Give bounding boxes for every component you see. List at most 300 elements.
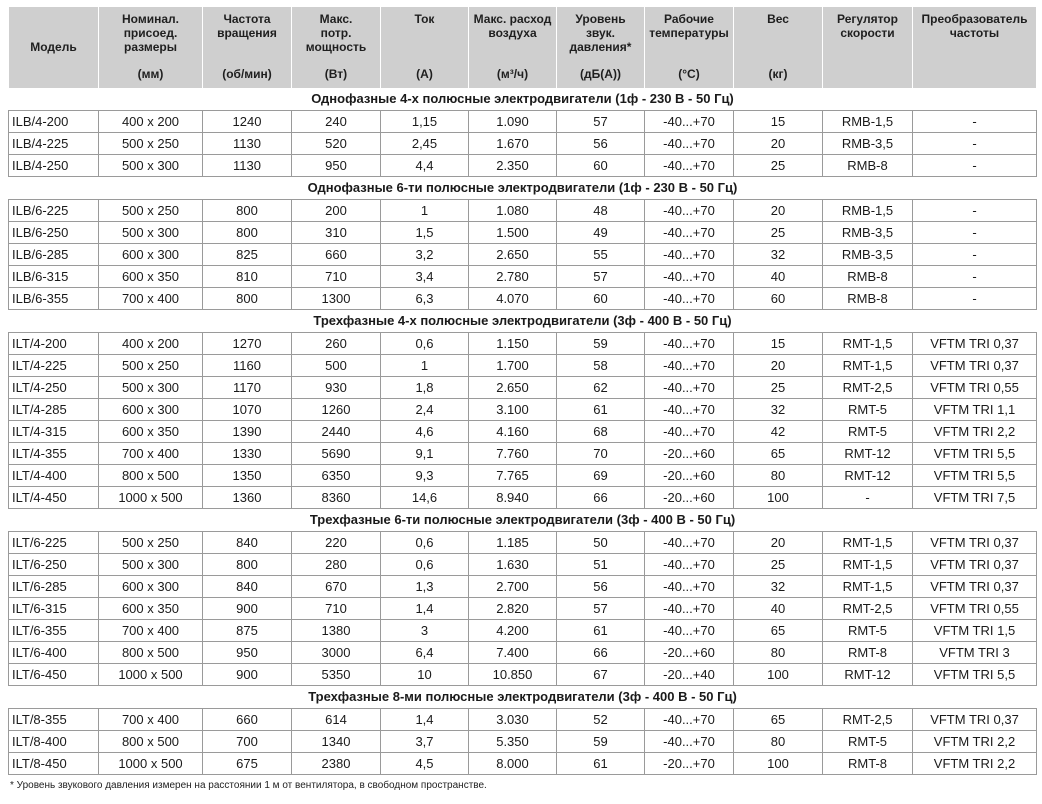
table-cell: 67 (557, 664, 645, 686)
table-cell: 1300 (292, 288, 381, 310)
table-cell: 62 (557, 377, 645, 399)
table-cell: RMB-8 (823, 155, 913, 177)
table-cell: 1240 (203, 111, 292, 133)
table-cell: VFTM TRI 0,37 (913, 532, 1037, 554)
column-header-unit: (кг) (768, 67, 788, 81)
group-title: Однофазные 4-х полюсные электродвигатели (1ф - 230 В - 50 Гц) (9, 88, 1037, 111)
table-cell: 1340 (292, 731, 381, 753)
table-cell: VFTM TRI 1,1 (913, 399, 1037, 421)
table-cell: VFTM TRI 0,37 (913, 576, 1037, 598)
table-cell: 675 (203, 753, 292, 775)
table-cell: 57 (557, 266, 645, 288)
table-cell: 56 (557, 576, 645, 598)
table-cell: -20...+60 (645, 443, 734, 465)
table-row (9, 333, 1037, 355)
table-cell: RMT-5 (823, 421, 913, 443)
column-header-name: Номинал. присоед. размеры (122, 12, 179, 54)
table-row (9, 532, 1037, 554)
table-cell: - (913, 244, 1037, 266)
table-cell: 1000 x 500 (99, 753, 203, 775)
column-header-unit: (Вт) (324, 67, 348, 81)
table-cell: 32 (734, 399, 823, 421)
table-cell: -40...+70 (645, 111, 734, 133)
table-cell: -40...+70 (645, 333, 734, 355)
table-cell: 400 x 200 (99, 111, 203, 133)
table-cell: 70 (557, 443, 645, 465)
table-cell: RMT-8 (823, 642, 913, 664)
table-header-row (9, 7, 1037, 88)
group-title: Трехфазные 6-ти полюсные электродвигатели (3ф - 400 В - 50 Гц) (9, 509, 1037, 532)
table-cell: VFTM TRI 0,37 (913, 333, 1037, 355)
column-header-content (203, 8, 291, 87)
table-cell: 52 (557, 709, 645, 731)
table-cell: 800 x 500 (99, 465, 203, 487)
table-cell: 4.200 (469, 620, 557, 642)
table-cell: RMB-1,5 (823, 111, 913, 133)
table-cell: 800 (203, 554, 292, 576)
table-cell: -40...+70 (645, 620, 734, 642)
table-row (9, 576, 1037, 598)
table-cell: 950 (203, 642, 292, 664)
table-cell: -40...+70 (645, 532, 734, 554)
table-cell: -40...+70 (645, 222, 734, 244)
model-cell: ILT/8-355 (9, 709, 99, 731)
table-cell: -20...+40 (645, 664, 734, 686)
table-cell: VFTM TRI 0,37 (913, 554, 1037, 576)
table-cell: 20 (734, 133, 823, 155)
table-cell: 4.070 (469, 288, 557, 310)
table-cell: 8360 (292, 487, 381, 509)
table-cell: RMT-1,5 (823, 532, 913, 554)
table-row (9, 664, 1037, 686)
table-cell: VFTM TRI 0,55 (913, 377, 1037, 399)
table-cell: 810 (203, 266, 292, 288)
table-cell: 1.090 (469, 111, 557, 133)
table-cell: 25 (734, 222, 823, 244)
table-cell: RMT-5 (823, 731, 913, 753)
table-cell: 1 (381, 355, 469, 377)
table-cell: 60 (734, 288, 823, 310)
table-row (9, 111, 1037, 133)
table-cell: 1160 (203, 355, 292, 377)
table-cell: 670 (292, 576, 381, 598)
column-header-content (292, 8, 380, 87)
table-cell: 32 (734, 244, 823, 266)
table-cell: RMT-5 (823, 620, 913, 642)
model-cell: ILB/4-250 (9, 155, 99, 177)
table-cell: 40 (734, 598, 823, 620)
table-cell: -40...+70 (645, 554, 734, 576)
table-cell: 5690 (292, 443, 381, 465)
table-row (9, 377, 1037, 399)
table-cell: VFTM TRI 2,2 (913, 753, 1037, 775)
column-header-name: Рабочие температуры (649, 12, 729, 40)
table-row (9, 266, 1037, 288)
table-cell: 614 (292, 709, 381, 731)
table-cell: 40 (734, 266, 823, 288)
table-cell: 5.350 (469, 731, 557, 753)
table-cell: 2.820 (469, 598, 557, 620)
table-cell: 1130 (203, 133, 292, 155)
table-row (9, 155, 1037, 177)
table-cell: RMT-12 (823, 443, 913, 465)
column-header-name: Преобразователь частоты (921, 12, 1028, 40)
table-cell: 500 x 250 (99, 133, 203, 155)
table-cell: 1.700 (469, 355, 557, 377)
table-cell: 600 x 300 (99, 244, 203, 266)
table-cell: 1,5 (381, 222, 469, 244)
column-header-content (913, 8, 1036, 87)
table-cell: 200 (292, 200, 381, 222)
table-cell: 4,4 (381, 155, 469, 177)
table-cell: 66 (557, 487, 645, 509)
table-cell: 500 x 300 (99, 155, 203, 177)
table-cell: 1170 (203, 377, 292, 399)
table-cell: -40...+70 (645, 576, 734, 598)
table-cell: 1000 x 500 (99, 487, 203, 509)
table-cell: - (913, 133, 1037, 155)
column-header (557, 7, 645, 88)
table-cell: 500 x 300 (99, 554, 203, 576)
table-cell: 1.185 (469, 532, 557, 554)
table-cell: 3.100 (469, 399, 557, 421)
column-header-content (381, 8, 468, 87)
column-header-content (99, 8, 202, 87)
table-cell: 400 x 200 (99, 333, 203, 355)
table-cell: 4,6 (381, 421, 469, 443)
table-cell: -40...+70 (645, 598, 734, 620)
table-cell: VFTM TRI 3 (913, 642, 1037, 664)
table-cell: 1,4 (381, 709, 469, 731)
table-cell: 1 (381, 200, 469, 222)
table-cell: RMT-1,5 (823, 554, 913, 576)
table-cell: 5350 (292, 664, 381, 686)
table-cell: 57 (557, 111, 645, 133)
column-header-content (823, 8, 912, 87)
table-cell: RMT-12 (823, 664, 913, 686)
column-header (9, 7, 99, 88)
model-cell: ILT/4-450 (9, 487, 99, 509)
table-cell: VFTM TRI 5,5 (913, 465, 1037, 487)
table-cell: RMT-2,5 (823, 709, 913, 731)
column-header-content (645, 8, 733, 87)
table-cell: 68 (557, 421, 645, 443)
table-cell: 60 (557, 288, 645, 310)
model-cell: ILT/6-225 (9, 532, 99, 554)
column-header (292, 7, 381, 88)
table-cell: 900 (203, 598, 292, 620)
table-cell: 2.650 (469, 244, 557, 266)
column-header-name: Макс. расход воздуха (473, 12, 552, 40)
table-cell: 500 x 250 (99, 532, 203, 554)
table-cell: 1.500 (469, 222, 557, 244)
model-cell: ILB/6-355 (9, 288, 99, 310)
table-cell: VFTM TRI 2,2 (913, 731, 1037, 753)
table-cell: 1130 (203, 155, 292, 177)
table-cell: 875 (203, 620, 292, 642)
table-cell: 900 (203, 664, 292, 686)
table-cell: 3 (381, 620, 469, 642)
table-cell: 25 (734, 155, 823, 177)
model-cell: ILT/4-200 (9, 333, 99, 355)
model-cell: ILT/8-450 (9, 753, 99, 775)
model-cell: ILT/8-400 (9, 731, 99, 753)
table-cell: 700 x 400 (99, 709, 203, 731)
column-header (823, 7, 913, 88)
column-header (469, 7, 557, 88)
table-cell: 80 (734, 731, 823, 753)
table-cell: -20...+60 (645, 487, 734, 509)
table-cell: RMB-3,5 (823, 133, 913, 155)
table-cell: 1000 x 500 (99, 664, 203, 686)
table-cell: 260 (292, 333, 381, 355)
table-cell: 100 (734, 753, 823, 775)
table-cell: 310 (292, 222, 381, 244)
table-cell: 700 (203, 731, 292, 753)
model-cell: ILT/6-315 (9, 598, 99, 620)
table-cell: 700 x 400 (99, 620, 203, 642)
table-row (9, 598, 1037, 620)
table-cell: 20 (734, 200, 823, 222)
column-header (645, 7, 734, 88)
table-cell: 710 (292, 598, 381, 620)
model-cell: ILT/4-225 (9, 355, 99, 377)
table-cell: 20 (734, 355, 823, 377)
table-cell: VFTM TRI 0,37 (913, 355, 1037, 377)
table-cell: 800 (203, 288, 292, 310)
model-cell: ILT/6-400 (9, 642, 99, 664)
table-cell: - (913, 200, 1037, 222)
table-cell: 65 (734, 709, 823, 731)
footnote: * Уровень звукового давления измерен на расстоянии 1 м от вентилятора, в свободном пространстве. (10, 780, 487, 791)
table-cell: -40...+70 (645, 266, 734, 288)
table-cell: 80 (734, 465, 823, 487)
table-cell: 61 (557, 620, 645, 642)
table-cell: 2440 (292, 421, 381, 443)
model-cell: ILT/4-250 (9, 377, 99, 399)
table-cell: 600 x 350 (99, 266, 203, 288)
table-cell: 3,4 (381, 266, 469, 288)
table-cell: 42 (734, 421, 823, 443)
group-title: Трехфазные 8-ми полюсные электродвигатели (3ф - 400 В - 50 Гц) (9, 686, 1037, 709)
table-cell: RMT-12 (823, 465, 913, 487)
table-cell: 20 (734, 532, 823, 554)
table-cell: 500 x 250 (99, 200, 203, 222)
table-cell: - (823, 487, 913, 509)
table-cell: 7.765 (469, 465, 557, 487)
table-cell: 55 (557, 244, 645, 266)
table-cell: 800 x 500 (99, 731, 203, 753)
table-row (9, 244, 1037, 266)
table-row (9, 288, 1037, 310)
table-cell: 66 (557, 642, 645, 664)
column-header-unit: (об/мин) (222, 67, 272, 81)
group-header-row (9, 686, 1037, 709)
table-cell: RMT-1,5 (823, 333, 913, 355)
table-row (9, 133, 1037, 155)
table-cell: 51 (557, 554, 645, 576)
table-cell: 10 (381, 664, 469, 686)
table-cell: 56 (557, 133, 645, 155)
table-cell: 100 (734, 487, 823, 509)
table-cell: 600 x 350 (99, 421, 203, 443)
model-cell: ILB/6-250 (9, 222, 99, 244)
table-cell: -40...+70 (645, 377, 734, 399)
table-cell: 800 (203, 200, 292, 222)
table-cell: 59 (557, 731, 645, 753)
table-cell: VFTM TRI 5,5 (913, 664, 1037, 686)
column-header-content (469, 8, 556, 87)
table-cell: 500 x 250 (99, 355, 203, 377)
table-cell: -40...+70 (645, 399, 734, 421)
table-cell: 6,3 (381, 288, 469, 310)
table-cell: RMT-2,5 (823, 377, 913, 399)
table-cell: 2380 (292, 753, 381, 775)
table-cell: 1.150 (469, 333, 557, 355)
column-header-name: Модель (30, 39, 77, 54)
group-header-row (9, 310, 1037, 333)
table-cell: 100 (734, 664, 823, 686)
table-cell: 0,6 (381, 333, 469, 355)
table-cell: 500 (292, 355, 381, 377)
column-header (203, 7, 292, 88)
table-cell: 700 x 400 (99, 443, 203, 465)
table-row (9, 554, 1037, 576)
table-row (9, 753, 1037, 775)
column-header-content (9, 8, 98, 87)
table-cell: 58 (557, 355, 645, 377)
group-title: Трехфазные 4-х полюсные электродвигатели (3ф - 400 В - 50 Гц) (9, 310, 1037, 333)
table-cell: 1390 (203, 421, 292, 443)
table-cell: RMB-1,5 (823, 200, 913, 222)
table-cell: 10.850 (469, 664, 557, 686)
table-cell: 80 (734, 642, 823, 664)
table-cell: 660 (203, 709, 292, 731)
table-cell: RMT-2,5 (823, 598, 913, 620)
table-cell: 660 (292, 244, 381, 266)
group-header-row (9, 509, 1037, 532)
column-header-unit: (А) (416, 67, 433, 81)
table-cell: 500 x 300 (99, 377, 203, 399)
table-cell: 1.630 (469, 554, 557, 576)
table-cell: 59 (557, 333, 645, 355)
table-cell: -40...+70 (645, 731, 734, 753)
column-header-content (557, 8, 644, 87)
table-cell: VFTM TRI 2,2 (913, 421, 1037, 443)
table-cell: RMT-1,5 (823, 576, 913, 598)
table-cell: 1380 (292, 620, 381, 642)
table-cell: VFTM TRI 1,5 (913, 620, 1037, 642)
table-cell: 7.760 (469, 443, 557, 465)
table-cell: 65 (734, 443, 823, 465)
table-cell: 2.650 (469, 377, 557, 399)
table-cell: 1,8 (381, 377, 469, 399)
table-cell: 500 x 300 (99, 222, 203, 244)
column-header (734, 7, 823, 88)
table-cell: 6350 (292, 465, 381, 487)
table-cell: 930 (292, 377, 381, 399)
table-cell: 2.350 (469, 155, 557, 177)
table-cell: -40...+70 (645, 355, 734, 377)
table-cell: 2,4 (381, 399, 469, 421)
table-cell: 48 (557, 200, 645, 222)
table-cell: 3000 (292, 642, 381, 664)
table-cell: 8.000 (469, 753, 557, 775)
table-cell: 50 (557, 532, 645, 554)
table-cell: 600 x 350 (99, 598, 203, 620)
table-row (9, 443, 1037, 465)
table-cell: VFTM TRI 0,37 (913, 709, 1037, 731)
model-cell: ILT/4-285 (9, 399, 99, 421)
table-cell: -40...+70 (645, 244, 734, 266)
table-cell: 600 x 300 (99, 576, 203, 598)
column-header-unit: (мм) (137, 67, 164, 81)
column-header (913, 7, 1037, 88)
table-cell: -40...+70 (645, 709, 734, 731)
table-cell: 69 (557, 465, 645, 487)
table-row (9, 399, 1037, 421)
column-header (381, 7, 469, 88)
group-header-row (9, 177, 1037, 200)
table-row (9, 487, 1037, 509)
table-cell: 14,6 (381, 487, 469, 509)
column-header-name: Частота вращения (217, 12, 277, 40)
table-cell: 520 (292, 133, 381, 155)
table-row (9, 731, 1037, 753)
table-cell: 0,6 (381, 532, 469, 554)
table-cell: -40...+70 (645, 155, 734, 177)
table-cell: RMT-1,5 (823, 355, 913, 377)
table-cell: - (913, 266, 1037, 288)
table-cell: 600 x 300 (99, 399, 203, 421)
model-cell: ILT/6-355 (9, 620, 99, 642)
table-cell: 0,6 (381, 554, 469, 576)
table-cell: 800 x 500 (99, 642, 203, 664)
table-cell: 1070 (203, 399, 292, 421)
table-cell: 15 (734, 333, 823, 355)
table-cell: -40...+70 (645, 133, 734, 155)
column-header-unit: (м³/ч) (496, 67, 529, 81)
model-cell: ILB/6-285 (9, 244, 99, 266)
table-cell: -40...+70 (645, 200, 734, 222)
table-cell: 1270 (203, 333, 292, 355)
table-cell: 1.670 (469, 133, 557, 155)
table-cell: 9,3 (381, 465, 469, 487)
model-cell: ILB/6-225 (9, 200, 99, 222)
table-cell: VFTM TRI 7,5 (913, 487, 1037, 509)
table-cell: 825 (203, 244, 292, 266)
table-cell: - (913, 222, 1037, 244)
model-cell: ILT/6-285 (9, 576, 99, 598)
table-cell: -20...+60 (645, 642, 734, 664)
table-cell: 61 (557, 399, 645, 421)
table-cell: 25 (734, 377, 823, 399)
table-cell: RMB-3,5 (823, 222, 913, 244)
table-cell: - (913, 111, 1037, 133)
table-cell: 1.080 (469, 200, 557, 222)
table-cell: 8.940 (469, 487, 557, 509)
column-header-name: Регулятор скорости (837, 12, 898, 40)
column-header-unit: (°C) (678, 67, 700, 81)
model-cell: ILT/4-355 (9, 443, 99, 465)
table-cell: 800 (203, 222, 292, 244)
table-row (9, 421, 1037, 443)
table-cell: 25 (734, 554, 823, 576)
column-header-unit: (дБ(А)) (580, 67, 621, 81)
table-cell: 9,1 (381, 443, 469, 465)
table-cell: -20...+60 (645, 465, 734, 487)
table-cell: - (913, 155, 1037, 177)
